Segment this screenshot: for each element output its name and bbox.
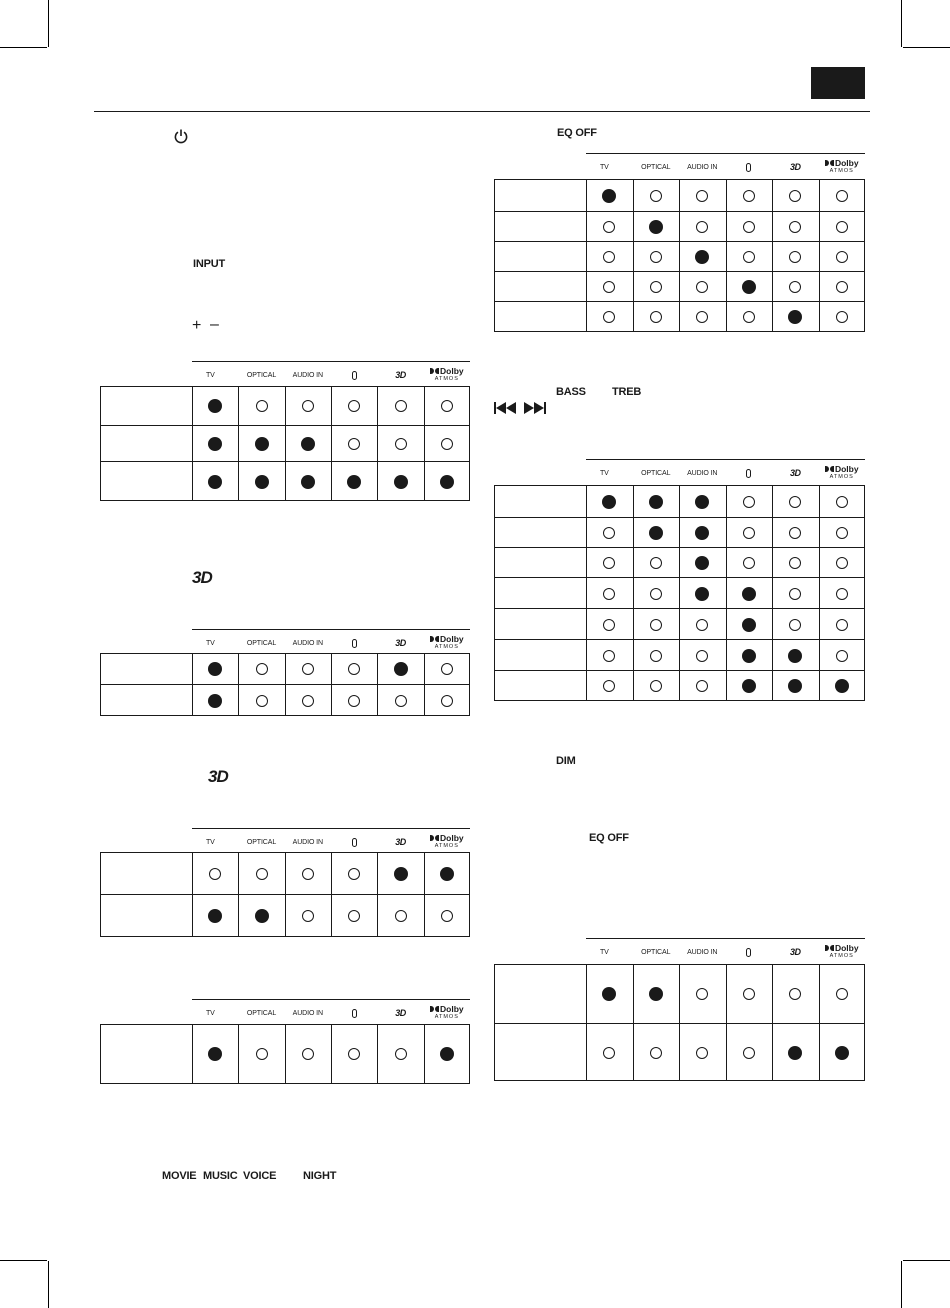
dolby-atmos-logo [430, 367, 464, 383]
col-optical-label: OPTICAL [246, 639, 277, 647]
table-row [495, 301, 864, 332]
indicator-tv-unlit [603, 221, 615, 233]
indicator-3d-unlit [789, 988, 801, 1000]
table-header [586, 938, 865, 965]
indicator-bluetooth-unlit [743, 988, 755, 1000]
3d-logo-icon: 3D [395, 638, 406, 648]
table-row [495, 180, 864, 211]
header-cell-dolby-atmos [424, 1000, 470, 1026]
indicator-tv-lit [602, 495, 616, 509]
header-cell-audio-in [285, 362, 331, 388]
indicator-optical-unlit [650, 588, 662, 600]
3d-logo-icon: 3D [395, 370, 406, 380]
col-tv-label: TV [600, 469, 609, 477]
indicator-3d-unlit [789, 557, 801, 569]
header-cell-bluetooth [726, 154, 773, 180]
table-header [192, 629, 470, 656]
indicator-audio-in-lit [301, 475, 315, 489]
language-tab [811, 67, 865, 99]
bluetooth-icon [746, 163, 751, 172]
prev-track-icon [494, 402, 516, 414]
mode-night: NIGHT [303, 1170, 337, 1182]
indicator-audio-in-unlit [302, 868, 314, 880]
bass-label: BASS [556, 386, 586, 398]
indicator-grid [494, 964, 865, 1081]
dolby-double-d-icon [825, 466, 834, 472]
indicator-bluetooth-unlit [743, 557, 755, 569]
indicator-audio-in-unlit [696, 281, 708, 293]
indicator-3d-lit [788, 1046, 802, 1060]
indicator-tv-unlit [209, 868, 221, 880]
3d-logo-icon: 3D [395, 837, 406, 847]
bluetooth-icon [352, 639, 357, 648]
indicator-grid [100, 653, 470, 716]
plus-icon: + [192, 317, 202, 334]
indicator-3d-unlit [789, 496, 801, 508]
indicator-audio-in-lit [301, 437, 315, 451]
header-cell-audio-in [679, 939, 726, 965]
next-track-icon [524, 402, 546, 414]
dolby-atmos-logo [430, 1005, 464, 1021]
indicator-tv-unlit [603, 680, 615, 692]
indicator-optical-unlit [650, 680, 662, 692]
indicator-3d-lit [394, 475, 408, 489]
indicator-tv-unlit [603, 588, 615, 600]
indicator-audio-in-unlit [696, 619, 708, 631]
header-cell-bluetooth [726, 460, 773, 486]
atmos-text: ATMOS [434, 644, 459, 650]
table-header [192, 361, 470, 388]
header-cell-dolby-atmos [819, 154, 866, 180]
indicator-dolby-atmos-unlit [836, 496, 848, 508]
indicator-3d-unlit [789, 619, 801, 631]
atmos-text: ATMOS [434, 376, 459, 382]
crop-mark [0, 1260, 47, 1261]
col-tv-label: TV [206, 639, 215, 647]
indicator-dolby-atmos-unlit [441, 910, 453, 922]
eq-off-label-2: EQ OFF [589, 832, 629, 844]
table-row [495, 639, 864, 671]
dolby-text: Dolby [834, 464, 859, 474]
indicator-bluetooth-unlit [743, 496, 755, 508]
indicator-3d-unlit [395, 1048, 407, 1060]
indicator-audio-in-unlit [696, 680, 708, 692]
indicator-dolby-atmos-unlit [441, 663, 453, 675]
indicator-audio-in-unlit [302, 695, 314, 707]
indicator-dolby-atmos-unlit [836, 619, 848, 631]
header-cell-dolby-atmos [424, 362, 470, 388]
indicator-tv-unlit [603, 281, 615, 293]
table-header [586, 153, 865, 180]
table-row [495, 547, 864, 578]
indicator-audio-in-lit [695, 526, 709, 540]
indicator-3d-lit [394, 867, 408, 881]
indicator-3d-lit [788, 649, 802, 663]
header-cell-tv [192, 362, 238, 388]
indicator-dolby-atmos-unlit [836, 988, 848, 1000]
indicator-dolby-atmos-unlit [836, 557, 848, 569]
indicator-optical-lit [649, 220, 663, 234]
indicator-bluetooth-lit [742, 649, 756, 663]
dolby-double-d-icon [430, 368, 439, 374]
table-header [586, 459, 865, 486]
indicator-3d-unlit [789, 527, 801, 539]
indicator-table-eq-off-2 [494, 938, 865, 1081]
indicator-tv-lit [602, 189, 616, 203]
col-audio-in-label: AUDIO IN [292, 371, 323, 379]
indicator-bluetooth-lit [742, 679, 756, 693]
header-cell-optical [238, 1000, 284, 1026]
power-icon [173, 128, 189, 144]
header-cell-3d [772, 154, 819, 180]
indicator-bluetooth-unlit [348, 910, 360, 922]
indicator-3d-unlit [395, 910, 407, 922]
indicator-dolby-atmos-unlit [836, 251, 848, 263]
crop-mark [901, 1261, 902, 1308]
header-cell-dolby-atmos [819, 939, 866, 965]
table-row [495, 1023, 864, 1081]
col-tv-label: TV [206, 838, 215, 846]
eq-off-label: EQ OFF [557, 127, 597, 139]
indicator-3d-unlit [789, 221, 801, 233]
header-cell-optical [238, 362, 284, 388]
indicator-tv-unlit [603, 1047, 615, 1059]
col-optical-label: OPTICAL [641, 948, 671, 956]
header-cell-3d [772, 939, 819, 965]
table-row [495, 670, 864, 701]
indicator-grid [100, 386, 470, 501]
indicator-audio-in-unlit [696, 1047, 708, 1059]
minus-icon: – [210, 316, 219, 333]
indicator-table-volume [100, 361, 470, 501]
mode-music: MUSIC [203, 1170, 238, 1182]
col-tv-label: TV [600, 948, 609, 956]
indicator-tv-unlit [603, 619, 615, 631]
indicator-tv-unlit [603, 527, 615, 539]
indicator-tv-lit [208, 399, 222, 413]
col-audio-in-label: AUDIO IN [687, 469, 718, 477]
mode-movie: MOVIE [162, 1170, 197, 1182]
indicator-optical-unlit [650, 190, 662, 202]
indicator-audio-in-unlit [302, 910, 314, 922]
header-cell-optical [633, 939, 680, 965]
indicator-3d-unlit [789, 190, 801, 202]
dolby-double-d-icon [430, 835, 439, 841]
header-cell-tv [586, 460, 633, 486]
indicator-bluetooth-lit [742, 618, 756, 632]
dolby-text: Dolby [440, 366, 464, 376]
indicator-bluetooth-unlit [348, 868, 360, 880]
table-header [192, 999, 470, 1026]
indicator-dolby-atmos-unlit [836, 281, 848, 293]
dolby-text: Dolby [834, 158, 859, 168]
indicator-tv-unlit [603, 311, 615, 323]
indicator-audio-in-lit [695, 556, 709, 570]
dim-label: DIM [556, 755, 576, 767]
indicator-dolby-atmos-unlit [836, 190, 848, 202]
header-cell-bluetooth [331, 1000, 377, 1026]
indicator-optical-unlit [650, 1047, 662, 1059]
indicator-bluetooth-unlit [348, 400, 360, 412]
col-tv-label: TV [206, 371, 215, 379]
indicator-bluetooth-unlit [743, 221, 755, 233]
col-audio-in-label: AUDIO IN [687, 948, 718, 956]
indicator-tv-lit [208, 694, 222, 708]
indicator-optical-lit [255, 475, 269, 489]
3d-logo-icon: 3D [395, 1008, 406, 1018]
indicator-optical-lit [255, 437, 269, 451]
table-header [192, 828, 470, 855]
input-label: INPUT [193, 258, 226, 270]
col-audio-in-label: AUDIO IN [292, 838, 323, 846]
indicator-tv-unlit [603, 650, 615, 662]
bluetooth-icon [352, 838, 357, 847]
table-row [101, 853, 469, 894]
indicator-dolby-atmos-lit [440, 1047, 454, 1061]
header-cell-audio-in [679, 460, 726, 486]
col-tv-label: TV [600, 163, 609, 171]
indicator-optical-unlit [650, 311, 662, 323]
indicator-dolby-atmos-lit [440, 867, 454, 881]
indicator-optical-lit [649, 987, 663, 1001]
indicator-tv-lit [208, 1047, 222, 1061]
indicator-dolby-atmos-lit [440, 475, 454, 489]
header-cell-optical [633, 460, 680, 486]
indicator-dolby-atmos-lit [835, 1046, 849, 1060]
header-cell-tv [586, 939, 633, 965]
dolby-text: Dolby [440, 833, 464, 843]
table-row [495, 965, 864, 1023]
header-cell-3d [772, 460, 819, 486]
indicator-optical-lit [649, 495, 663, 509]
indicator-audio-in-lit [695, 250, 709, 264]
indicator-grid [494, 179, 865, 332]
indicator-bluetooth-unlit [348, 695, 360, 707]
indicator-optical-unlit [650, 251, 662, 263]
header-cell-bluetooth [331, 362, 377, 388]
table-row [101, 425, 469, 462]
indicator-audio-in-unlit [696, 650, 708, 662]
indicator-optical-lit [649, 526, 663, 540]
col-optical-label: OPTICAL [246, 838, 277, 846]
table-row [101, 1025, 469, 1083]
indicator-audio-in-unlit [696, 190, 708, 202]
col-optical-label: OPTICAL [246, 371, 277, 379]
dolby-atmos-logo [825, 159, 859, 175]
indicator-bluetooth-lit [347, 475, 361, 489]
indicator-3d-unlit [395, 438, 407, 450]
indicator-optical-unlit [650, 619, 662, 631]
table-row [101, 894, 469, 937]
indicator-3d-unlit [789, 588, 801, 600]
indicator-3d-unlit [789, 251, 801, 263]
indicator-tv-unlit [603, 251, 615, 263]
dolby-text: Dolby [440, 1004, 464, 1014]
indicator-tv-unlit [603, 557, 615, 569]
atmos-text: ATMOS [829, 953, 854, 959]
mode-voice: VOICE [243, 1170, 277, 1182]
indicator-3d-unlit [789, 281, 801, 293]
dolby-double-d-icon [430, 1006, 439, 1012]
dolby-text: Dolby [440, 634, 464, 644]
header-cell-audio-in [679, 154, 726, 180]
col-optical-label: OPTICAL [641, 163, 671, 171]
indicator-audio-in-unlit [696, 221, 708, 233]
indicator-optical-unlit [650, 650, 662, 662]
indicator-bluetooth-lit [742, 280, 756, 294]
table-row [101, 387, 469, 425]
indicator-3d-lit [788, 679, 802, 693]
indicator-tv-lit [208, 475, 222, 489]
bluetooth-icon [352, 1009, 357, 1018]
indicator-dolby-atmos-unlit [441, 400, 453, 412]
col-tv-label: TV [206, 1009, 215, 1017]
header-rule [94, 111, 870, 112]
col-audio-in-label: AUDIO IN [292, 639, 323, 647]
indicator-table-eq-off [494, 153, 865, 332]
table-row [495, 211, 864, 242]
indicator-bluetooth-unlit [348, 1048, 360, 1060]
table-row [101, 654, 469, 684]
header-cell-optical [633, 154, 680, 180]
indicator-optical-unlit [256, 868, 268, 880]
indicator-tv-lit [602, 987, 616, 1001]
header-cell-dolby-atmos [819, 460, 866, 486]
indicator-optical-unlit [256, 1048, 268, 1060]
indicator-audio-in-unlit [302, 663, 314, 675]
crop-mark [901, 0, 902, 47]
indicator-grid [100, 1024, 470, 1084]
table-row [101, 461, 469, 501]
3d-logo-icon: 3D [208, 767, 228, 786]
dolby-atmos-logo [825, 944, 859, 960]
indicator-optical-unlit [650, 557, 662, 569]
3d-logo-icon: 3D [789, 947, 801, 957]
indicator-grid [100, 852, 470, 937]
atmos-text: ATMOS [434, 843, 459, 849]
indicator-audio-in-unlit [302, 1048, 314, 1060]
indicator-bluetooth-lit [742, 587, 756, 601]
indicator-bluetooth-unlit [743, 1047, 755, 1059]
dolby-double-d-icon [825, 160, 834, 166]
crop-mark [0, 47, 47, 48]
table-row [495, 577, 864, 609]
dolby-double-d-icon [430, 636, 439, 642]
dolby-atmos-logo [825, 465, 859, 481]
indicator-bluetooth-unlit [743, 311, 755, 323]
indicator-3d-unlit [395, 400, 407, 412]
indicator-bluetooth-unlit [348, 663, 360, 675]
bluetooth-icon [746, 469, 751, 478]
header-cell-3d [377, 1000, 423, 1026]
table-row [101, 684, 469, 716]
indicator-audio-in-unlit [302, 400, 314, 412]
crop-mark [903, 1260, 950, 1261]
atmos-text: ATMOS [434, 1014, 459, 1020]
col-audio-in-label: AUDIO IN [292, 1009, 323, 1017]
atmos-text: ATMOS [829, 168, 854, 174]
indicator-tv-lit [208, 437, 222, 451]
table-row [495, 608, 864, 640]
dolby-double-d-icon [825, 945, 834, 951]
atmos-text: ATMOS [829, 474, 854, 480]
crop-mark [903, 47, 950, 48]
indicator-table-3d-2 [100, 828, 470, 937]
table-row [495, 486, 864, 517]
indicator-dolby-atmos-unlit [836, 221, 848, 233]
indicator-dolby-atmos-unlit [441, 438, 453, 450]
indicator-audio-in-lit [695, 495, 709, 509]
col-optical-label: OPTICAL [641, 469, 671, 477]
indicator-grid [494, 485, 865, 701]
treb-label: TREB [612, 386, 642, 398]
3d-logo-icon: 3D [789, 468, 801, 478]
dolby-atmos-logo [430, 834, 464, 850]
table-row [495, 517, 864, 548]
table-row [495, 271, 864, 302]
dolby-atmos-logo [430, 635, 464, 651]
indicator-optical-unlit [256, 663, 268, 675]
indicator-optical-lit [255, 909, 269, 923]
indicator-dolby-atmos-unlit [441, 695, 453, 707]
indicator-bluetooth-unlit [743, 527, 755, 539]
3d-logo-icon: 3D [192, 568, 212, 587]
bluetooth-icon [746, 948, 751, 957]
indicator-3d-lit [394, 662, 408, 676]
indicator-3d-lit [788, 310, 802, 324]
indicator-dolby-atmos-unlit [836, 650, 848, 662]
indicator-table-bass-treb [494, 459, 865, 701]
header-cell-bluetooth [726, 939, 773, 965]
header-cell-3d [377, 362, 423, 388]
indicator-bluetooth-unlit [743, 251, 755, 263]
indicator-bluetooth-unlit [348, 438, 360, 450]
indicator-dolby-atmos-unlit [836, 311, 848, 323]
indicator-dolby-atmos-unlit [836, 527, 848, 539]
table-row [495, 241, 864, 272]
bluetooth-icon [352, 371, 357, 380]
indicator-audio-in-unlit [696, 311, 708, 323]
crop-mark [48, 1261, 49, 1308]
indicator-optical-unlit [256, 695, 268, 707]
col-optical-label: OPTICAL [246, 1009, 277, 1017]
crop-mark [48, 0, 49, 47]
indicator-dolby-atmos-lit [835, 679, 849, 693]
indicator-audio-in-lit [695, 587, 709, 601]
header-cell-audio-in [285, 1000, 331, 1026]
3d-logo-icon: 3D [789, 162, 801, 172]
header-cell-tv [192, 1000, 238, 1026]
dolby-text: Dolby [834, 943, 859, 953]
header-cell-tv [586, 154, 633, 180]
indicator-dolby-atmos-unlit [836, 588, 848, 600]
indicator-optical-unlit [650, 281, 662, 293]
indicator-table-single [100, 999, 470, 1084]
indicator-tv-lit [208, 662, 222, 676]
indicator-tv-lit [208, 909, 222, 923]
indicator-audio-in-unlit [696, 988, 708, 1000]
indicator-optical-unlit [256, 400, 268, 412]
indicator-table-3d [100, 629, 470, 716]
indicator-3d-unlit [395, 695, 407, 707]
indicator-bluetooth-unlit [743, 190, 755, 202]
col-audio-in-label: AUDIO IN [687, 163, 718, 171]
